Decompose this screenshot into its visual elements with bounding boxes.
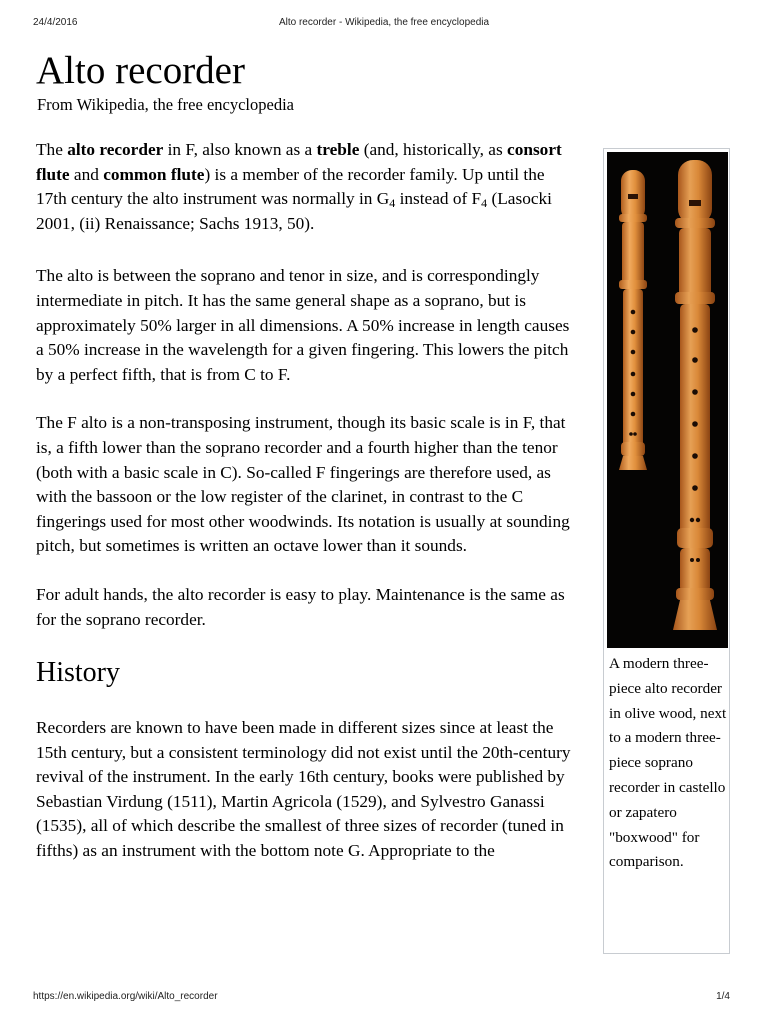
recorders-photo[interactable] xyxy=(607,152,728,648)
print-page-number: 1/4 xyxy=(716,991,730,1002)
page-title: Alto recorder xyxy=(36,49,245,92)
intro-text-7: (Lasocki 2001, (ii) Renaissance; Sachs 1913, 50). xyxy=(36,189,552,233)
term-treble: treble xyxy=(316,140,360,159)
intro-text-4: and xyxy=(69,164,104,184)
print-footer xyxy=(0,991,768,1005)
history-paragraph: Recorders are known to have been made in different sizes since at least the 15th century, but a consistent terminology did not exist until the 20th-century revival of the instrument. In the early 16th century, books were published by Sebastian Virdung (1511), Martin Agricola (1529), and Sylvestro Ganassi (1535), all of which describe the smallest of three sizes of recorder (tuned in fifths) as an instrument with the bottom note G. Appropriate to the xyxy=(36,718,571,861)
section-heading-history: History xyxy=(36,657,120,689)
page-subtitle: From Wikipedia, the free encyclopedia xyxy=(37,95,294,114)
subscript-g4: 4 xyxy=(389,196,396,211)
print-header xyxy=(0,17,768,31)
print-page-title: Alto recorder - Wikipedia, the free encyclopedia xyxy=(278,17,490,28)
intro-text-2: in F, also known as a xyxy=(163,140,317,159)
term-consort-flute: consort flute xyxy=(36,140,562,184)
paragraph-size-pitch: The alto is between the soprano and tenor in size, and is correspondingly intermediate in pitch. It has the same general shape as a soprano, but is approximately 50% larger in all dimensions. A 50% increase in length causes a 50% increase in the wavelength for a given fingering. This lowers the pitch by a perfect fifth, that is from C to F. xyxy=(36,266,570,384)
subscript-f4: 4 xyxy=(481,196,488,211)
article-body xyxy=(36,138,572,888)
paragraph-transposition: The F alto is a non-transposing instrument, though its basic scale is in F, that is, a fifth lower than the soprano recorder and a fourth higher than the tenor (both with a basic scale in C). So-called F fingerings are therefore used, as with the bassoon or the low register of the clarinet, in contrast to the C fingerings used for most other woodwinds. Its notation is usually at sounding pitch, but sometimes is written an octave lower than it sounds. xyxy=(36,413,570,556)
print-url: https://en.wikipedia.org/wiki/Alto_recorder xyxy=(33,991,218,1002)
infobox-caption: A modern three-piece alto recorder in olive wood, next to a modern three-piece soprano recorder in castello or zapatero "boxwood" for comparison. xyxy=(609,655,727,871)
intro-text-1: The xyxy=(36,140,68,159)
intro-text-5: ) is a member of the recorder family. Up until the 17th century the alto instrument was normally in G xyxy=(36,164,545,209)
intro-text-6: instead of F xyxy=(395,189,482,209)
soprano-recorder xyxy=(619,170,647,470)
intro-paragraph xyxy=(36,138,572,236)
print-date: 24/4/2016 xyxy=(33,17,78,28)
paragraph-adult-hands: For adult hands, the alto recorder is easy to play. Maintenance is the same as for the soprano recorder. xyxy=(36,584,565,629)
term-common-flute: common flute xyxy=(103,164,205,184)
term-alto-recorder: alto recorder xyxy=(67,140,164,159)
infobox xyxy=(603,148,730,954)
intro-text-3: (and, historically, as xyxy=(359,140,508,159)
